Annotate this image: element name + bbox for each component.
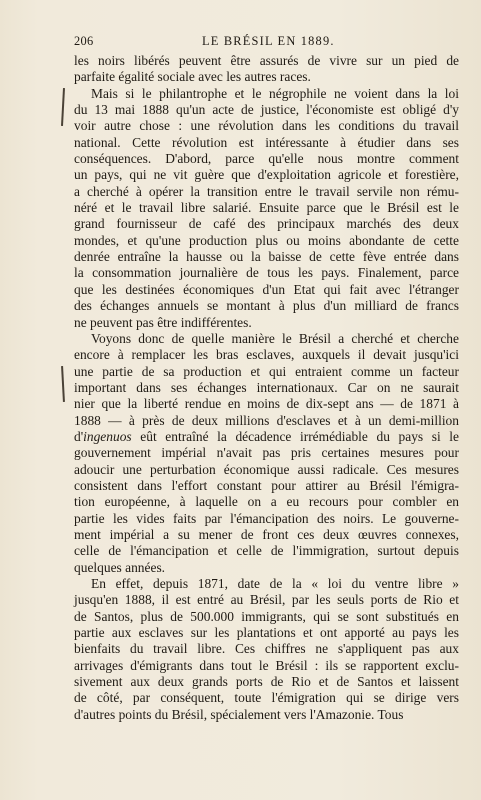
text-line: celle de l'émancipation et celle de l'immigration, surtout depuis: [74, 543, 459, 559]
text-line: partie aux esclaves sur les plantations et ont apporté au pays les: [74, 625, 459, 641]
text-line: grand fournisseur de café des principaux marchés des deux: [74, 216, 459, 232]
page-number: 206: [74, 34, 94, 48]
text-line: des échanges annuels se montant à plus d'un milliard de francs: [74, 298, 459, 314]
text-line: voir autre chose : une révolution dans les conditions du travail: [74, 118, 459, 134]
paragraph: [74, 576, 459, 723]
text-line: partie les vides faits par l'émancipation des noirs. Le gouverne-: [74, 510, 459, 526]
text-line: mondes, et qu'une production plus ou moins abondante de cette: [74, 232, 459, 248]
paragraph: [74, 331, 459, 576]
text-line: En effet, depuis 1871, date de la « loi du ventre libre »: [91, 576, 459, 591]
text-line: d'autres points du Brésil, spécialement vers l'Amazonie. Tous: [74, 706, 404, 722]
margin-mark: [61, 366, 64, 402]
text-line: de côté, par conséquent, toute l'émigration qui se dirige vers: [74, 690, 459, 706]
running-title: LE BRÉSIL EN 1889.: [202, 34, 335, 48]
body-text: [74, 53, 459, 723]
text-line: nier que la liberté rendue en moins de dix-sept ans — de 1871 à: [74, 396, 459, 412]
text-line: a cherché à opérer la transition entre le travail servile non rému-: [74, 183, 459, 199]
text-line: consistent dans l'effort constant pour attirer au Brésil l'émigra-: [74, 477, 459, 493]
margin-mark: [61, 88, 65, 126]
text-line: ne peuvent pas être indifférentes.: [74, 314, 252, 330]
text-line: néré et le travail libre salarié. Ensuite parce que le Brésil est le: [74, 200, 459, 216]
text-line: sivement aux deux grands ports de Rio et de Santos et laissent: [74, 674, 459, 690]
text-line: Voyons donc de quelle manière le Brésil a cherché et cherche: [91, 330, 459, 346]
text-line: conséquences. D'abord, parce qu'elle nous montre comment: [74, 151, 459, 167]
text-line: la consommation journalière de tous les pays. Finalement, parce: [74, 265, 459, 281]
text-line: les noirs libérés peuvent être assurés de vivre sur un pied de: [74, 53, 459, 68]
text-line: Mais si le philantrophe et le négrophile ne voient dans la loi: [91, 85, 459, 101]
text-line: adoucir une perturbation économique aussi radicale. Ces mesures: [74, 461, 459, 477]
text-line: du 13 mai 1888 qu'un acte de justice, l'économiste est obligé d'y: [74, 102, 459, 118]
paragraph: [74, 53, 459, 86]
text-line: que les destinées économiques d'un Etat qui fait avec l'étranger: [74, 281, 459, 297]
text-line: important dans ses échanges internationaux. Car on ne saurait: [74, 379, 459, 395]
text-line: bienfaits du travail libre. Ces chiffres ne s'appliquent pas aux: [74, 641, 459, 657]
text-line: denrée entraîne la hausse ou la baisse de cette fève entrée dans: [74, 249, 459, 265]
text-line: jusqu'en 1888, il est entré au Brésil, par les seuls ports de Rio et: [74, 592, 459, 608]
text-line: d'ingenuos eût entraîné la décadence irrémédiable du pays si le: [74, 428, 459, 444]
text-line: une partie de sa production et qui entraient comme un facteur: [74, 363, 459, 379]
text-line: gouvernement impérial n'avait pas pris certaines mesures pour: [74, 445, 459, 461]
text-line: encore à remplacer les bras esclaves, auxquels il devait jusqu'ici: [74, 347, 459, 363]
text-line: arrivages d'émigrants dans tout le Brésil : ils se rapportent exclu-: [74, 657, 459, 673]
text-line: de Santos, plus de 500.000 immigrants, qui se sont substitués en: [74, 608, 459, 624]
text-line: 1888 — à près de deux millions d'esclaves et à un demi-million: [74, 412, 459, 428]
text-line: parfaite égalité sociale avec les autres races.: [74, 69, 311, 85]
text-line: ment impérial a su mener de front ces deux œuvres connexes,: [74, 526, 459, 542]
paragraph: [74, 86, 459, 331]
text-line: un pays, qui ne vit guère que d'exploitation agricole et forestière,: [74, 167, 459, 183]
text-line: tion européenne, à laquelle on a eu recours pour combler en: [74, 494, 459, 510]
text-line: national. Cette révolution est intéressante à étudier dans ses: [74, 134, 459, 150]
running-header: [74, 34, 455, 50]
text-line: quelques années.: [74, 559, 166, 575]
